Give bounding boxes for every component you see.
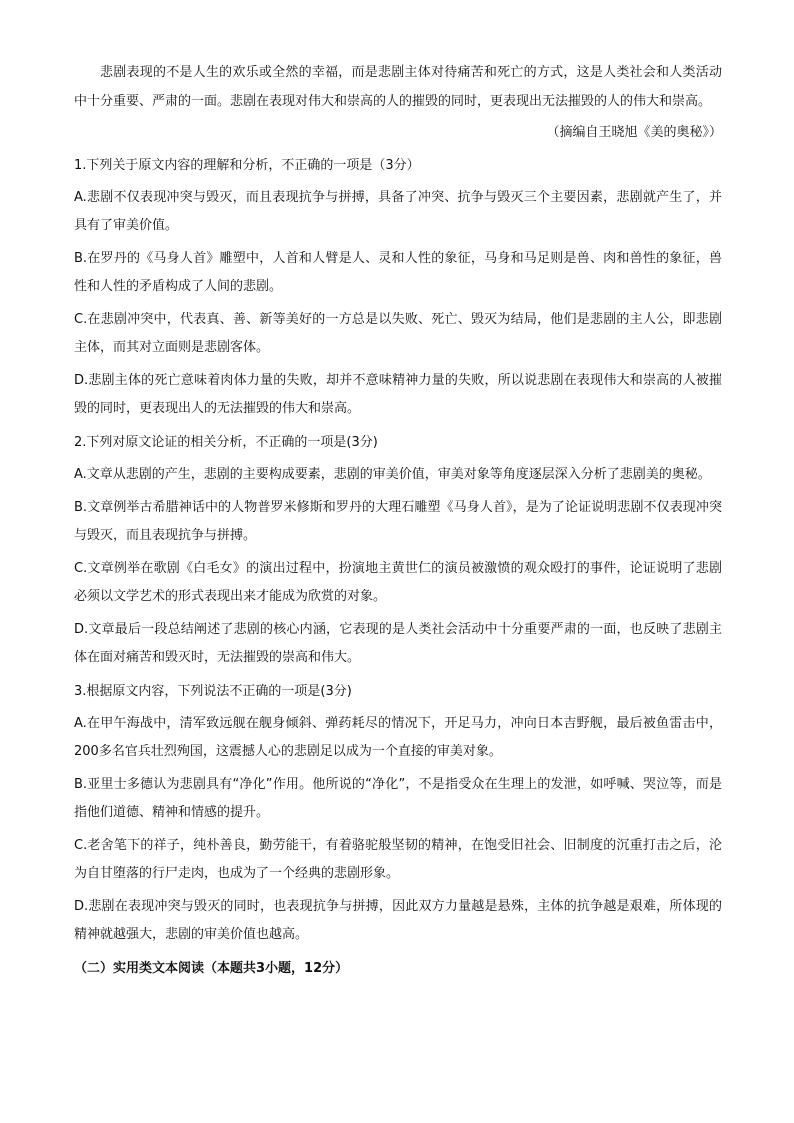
exam-page: [74, 58, 722, 984]
option-a: A.文章从悲剧的产生，悲剧的主要构成要素，悲剧的审美价值，审美对象等角度逐层深入分析了悲剧美的奥秘。: [74, 467, 711, 482]
option-a: A.在甲午海战中，清军致远舰在舰身倾斜、弹药耗尽的情况下，开足马力，冲向日本吉野舰，最后被鱼雷击中，200多名官兵壮烈殉国，这震撼人心的悲剧足以成为一个直接的审美对象。: [74, 716, 722, 759]
passage-source: （摘编自王晓旭《美的奥秘》）: [546, 125, 722, 140]
question-stem: 1.下列关于原文内容的理解和分析，不正确的一项是（3分）: [74, 158, 420, 173]
option-d: D.悲剧在表现冲突与毁灭的同时，也表现抗争与拼搏，因此双方力量越是悬殊，主体的抗争越是艰难，所体现的精神就越强大，悲剧的审美价值也越高。: [74, 899, 722, 942]
option-c: C.老舍笔下的祥子，纯朴善良，勤劳能干，有着骆驼般坚韧的精神，在饱受旧社会、旧制度的沉重打击之后，沦为自甘堕落的行尸走肉，也成为了一个经典的悲剧形象。: [74, 838, 722, 881]
option-b: B.文章例举古希腊神话中的人物普罗米修斯和罗丹的大理石雕塑《马身人首》，是为了论证说明悲剧不仅表现冲突与毁灭，而且表现抗争与拼搏。: [74, 500, 722, 543]
question-stem: 2.下列对原文论证的相关分析，不正确的一项是(3分): [74, 435, 378, 450]
question-1: [74, 151, 722, 423]
option-b: B.在罗丹的《马身人首》雕塑中，人首和人臂是人、灵和人性的象征，马身和马足则是兽、肉和兽性的象征，兽性和人性的矛盾构成了人间的悲剧。: [74, 251, 722, 294]
option-d: D.文章最后一段总结阐述了悲剧的核心内涵，它表现的是人类社会活动中十分重要严肃的一面，也反映了悲剧主体在面对痛苦和毁灭时，无法摧毁的崇高和伟大。: [74, 622, 722, 665]
option-a: A.悲剧不仅表现冲突与毁灭，而且表现抗争与拼搏，具备了冲突、抗争与毁灭三个主要因素，悲剧就产生了，并具有了审美价值。: [74, 190, 722, 233]
section-heading: （二）实用类文本阅读（本题共3小题，12分）: [74, 961, 349, 976]
option-c: C.在悲剧冲突中，代表真、善、新等美好的一方总是以失败、死亡、毁灭为结局，他们是悲剧的主人公，即悲剧主体，而其对立面则是悲剧客体。: [74, 312, 722, 355]
option-b: B.亚里士多德认为悲剧具有“净化”作用。他所说的“净化”，不是指受众在生理上的发泄，如呼喊、哭泣等，而是指他们道德、精神和情感的提升。: [74, 777, 722, 820]
question-3: [74, 677, 722, 949]
question-2: [74, 428, 722, 672]
question-stem: 3.根据原文内容，下列说法不正确的一项是(3分): [74, 684, 352, 699]
option-c: C.文章例举在歌剧《白毛女》的演出过程中，扮演地主黄世仁的演员被激愤的观众殴打的事件，论证说明了悲剧必须以文学艺术的形式表现出来才能成为欣赏的对象。: [74, 561, 722, 604]
passage-paragraph: 悲剧表现的不是人生的欢乐或全然的幸福，而是悲剧主体对待痛苦和死亡的方式，这是人类社会和人类活动中十分重要、严肃的一面。悲剧在表现对伟大和崇高的人的摧毁的同时，更表现出无法摧毁的人的伟大和崇高。: [74, 65, 722, 109]
option-d: D.悲剧主体的死亡意味着肉体力量的失败，却并不意味精神力量的失败，所以说悲剧在表现伟大和崇高的人被摧毁的同时，更表现出人的无法摧毁的伟大和崇高。: [74, 373, 722, 416]
